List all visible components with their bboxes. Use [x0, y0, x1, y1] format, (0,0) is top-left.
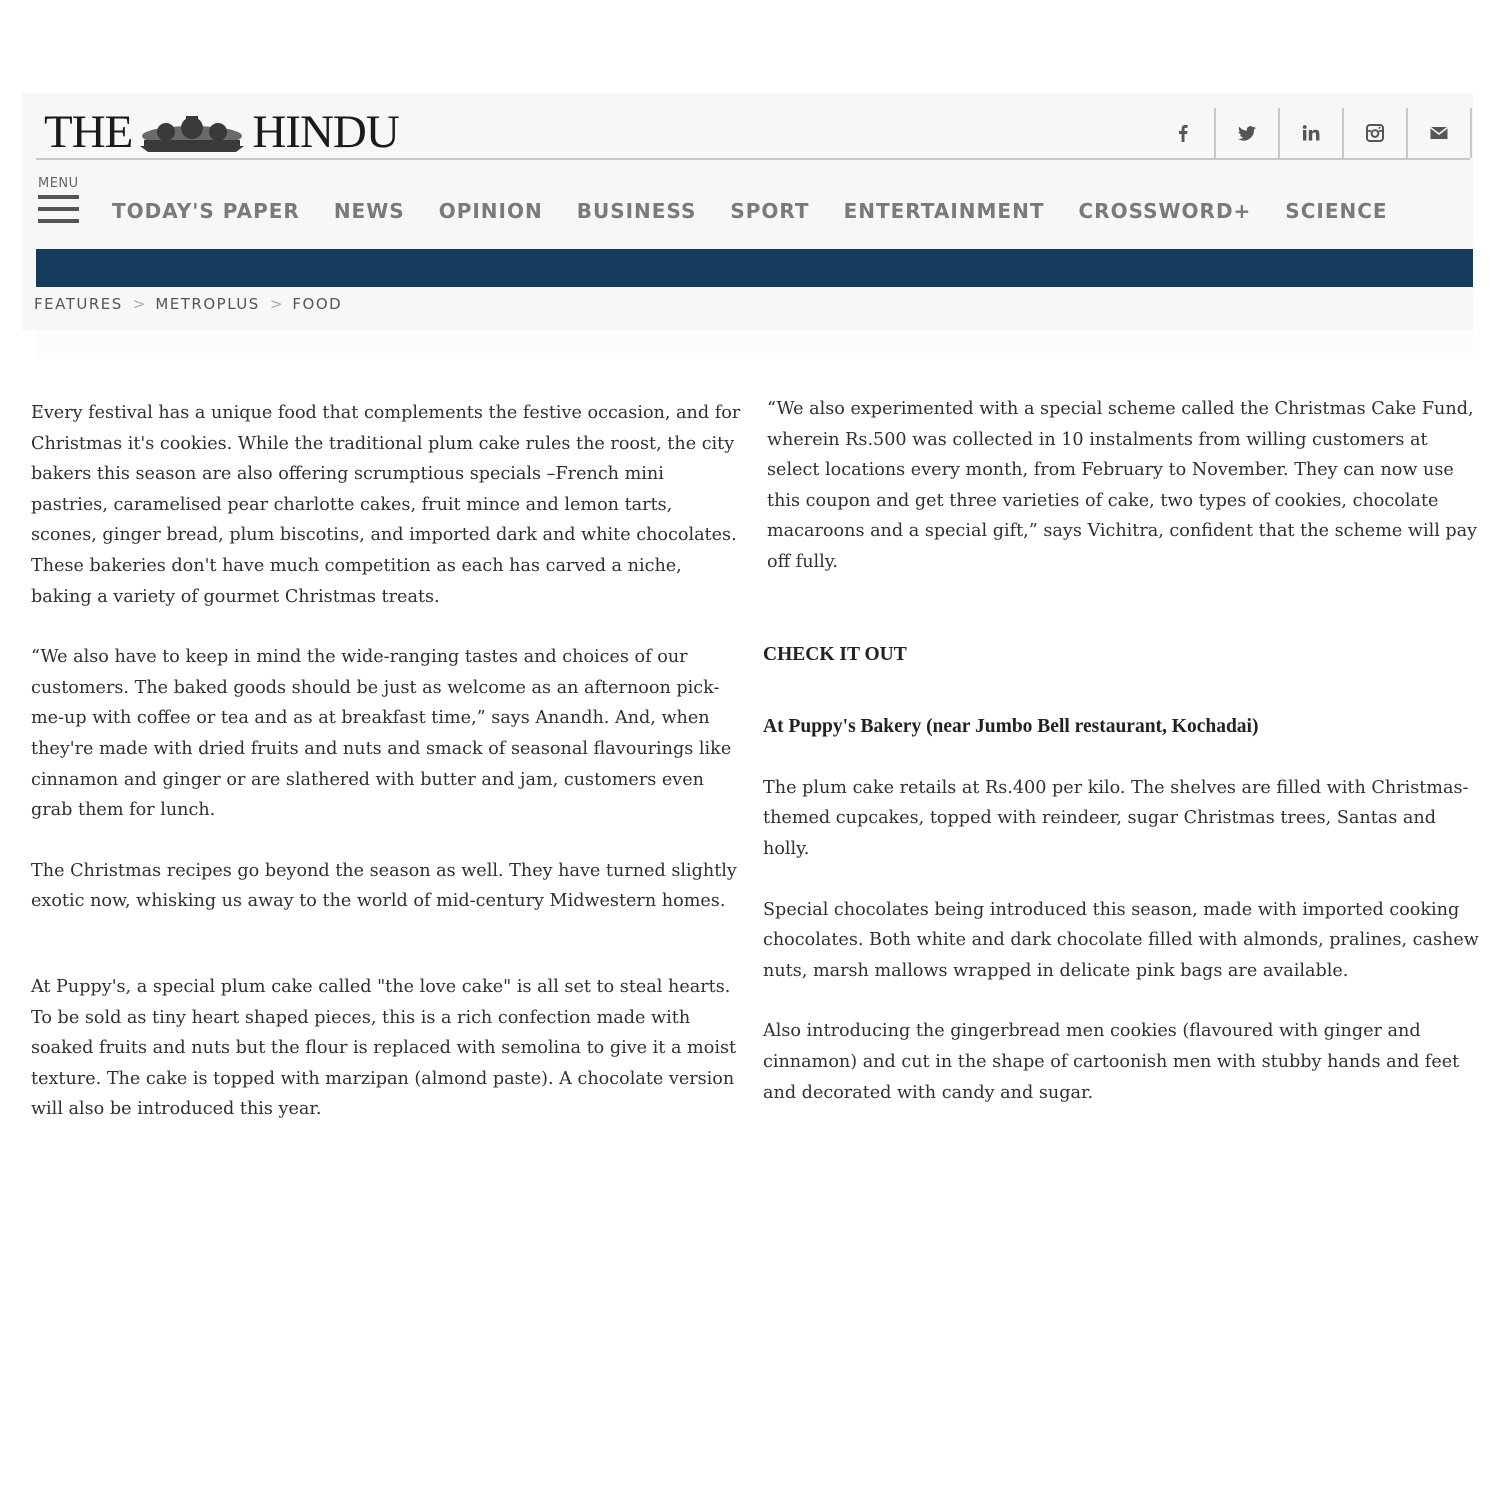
article-quote: “We also experimented with a special scheme called the Christmas Cake Fund, wherein Rs.500 was collected in 10 instalments from willing customers at select locations every month, from February to November. They can now use this coupon and get three varieties of cake, two types of cookies, chocolate macaroons and a special gift,” says Vichitra, confident that the scheme will pay off fully. — [767, 399, 1478, 572]
article-paragraph: At Puppy's, a special plum cake called "the love cake" is all set to steal hearts. To be sold as tiny heart shaped pieces, this is a rich confection made with soaked fruits and nuts but the flour is replaced with semolina to give it a moist texture. The cake is topped with marzipan (almond paste). A chocolate version will also be introduced this year. — [31, 976, 737, 1120]
article-paragraph: The Christmas recipes go beyond the season as well. They have turned slightly exotic now, whisking us away to the world of mid-century Midwestern homes. — [31, 860, 737, 912]
breadcrumb-features[interactable]: FEATURES — [34, 295, 123, 313]
hamburger-menu-icon[interactable] — [38, 195, 79, 225]
social-links — [1152, 108, 1472, 158]
nav-opinion[interactable]: OPINION — [438, 199, 543, 223]
article-paragraph: Every festival has a unique food that complements the festive occasion, and for Christmas it's cookies. While the traditional plum cake rules the roost, the city bakers this season are also offering scrumptious specials –French mini pastries, caramelised pear charlotte cakes, fruit mince and lemon tarts, scones, ginger bread, plum biscotins, and imported dark and white chocolates. These bakeries don't have much competition as each has carved a niche, baking a variety of gourmet Christmas treats. — [31, 403, 741, 607]
breadcrumb-separator-icon: > — [269, 295, 283, 313]
article-column-right — [763, 394, 1481, 1108]
section-bar — [36, 249, 1473, 287]
logo-text-the: THE — [44, 106, 133, 158]
nav-science[interactable]: SCIENCE — [1285, 199, 1388, 223]
subheader-strip — [36, 330, 1473, 358]
nav-crossword[interactable]: CROSSWORD+ — [1078, 199, 1252, 223]
site-logo[interactable] — [44, 106, 399, 158]
nav-news[interactable]: NEWS — [333, 199, 405, 223]
linkedin-icon[interactable] — [1280, 108, 1344, 158]
logo-text-hindu: HINDU — [252, 106, 399, 158]
nav-business[interactable]: BUSINESS — [576, 199, 697, 223]
mail-icon[interactable] — [1408, 108, 1472, 158]
instagram-icon[interactable] — [1344, 108, 1408, 158]
breadcrumb-metroplus[interactable]: METROPLUS — [155, 295, 260, 313]
article-paragraph: Special chocolates being introduced this season, made with imported cooking chocolates. Both white and dark chocolate filled with almonds, pralines, cashew nuts, marsh mallows wrapped in delicate pink bags are available. — [763, 899, 1479, 981]
menu-label: MENU — [38, 176, 79, 191]
article-paragraph: Also introducing the gingerbread men cookies (flavoured with ginger and cinnamon) and cut in the shape of cartoonish men with stubby hands and feet and decorated with candy and sugar. — [763, 1021, 1460, 1103]
check-it-out-heading: CHECK IT OUT — [763, 643, 907, 665]
breadcrumb — [34, 295, 342, 313]
header-divider — [36, 158, 1470, 160]
article-column-left — [31, 398, 743, 1125]
article-paragraph: “We also have to keep in mind the wide-ranging tastes and choices of our customers. The baked goods should be just as welcome as an afternoon pick-me-up with coffee or tea and as at breakfast time,” says Anandh. And, when they're made with dried fruits and nuts and smack of seasonal flavourings like cinnamon and ginger or are slathered with butter and jam, customers even grab them for lunch. — [31, 647, 732, 821]
nav-sport[interactable]: SPORT — [730, 199, 810, 223]
breadcrumb-separator-icon: > — [132, 295, 146, 313]
article-paragraph: The plum cake retails at Rs.400 per kilo. The shelves are filled with Christmas-themed cupcakes, topped with reindeer, sugar Christmas trees, Santas and holly. — [763, 777, 1469, 859]
facebook-icon[interactable] — [1152, 108, 1216, 158]
breadcrumb-food[interactable]: FOOD — [292, 295, 343, 313]
twitter-icon[interactable] — [1216, 108, 1280, 158]
nav-todays-paper[interactable]: TODAY'S PAPER — [112, 199, 300, 223]
crest-emblem-icon — [136, 110, 248, 154]
main-navigation — [112, 199, 1422, 223]
bakery-heading: At Puppy's Bakery (near Jumbo Bell restaurant, Kochadai) — [763, 716, 1259, 738]
nav-entertainment[interactable]: ENTERTAINMENT — [843, 199, 1045, 223]
